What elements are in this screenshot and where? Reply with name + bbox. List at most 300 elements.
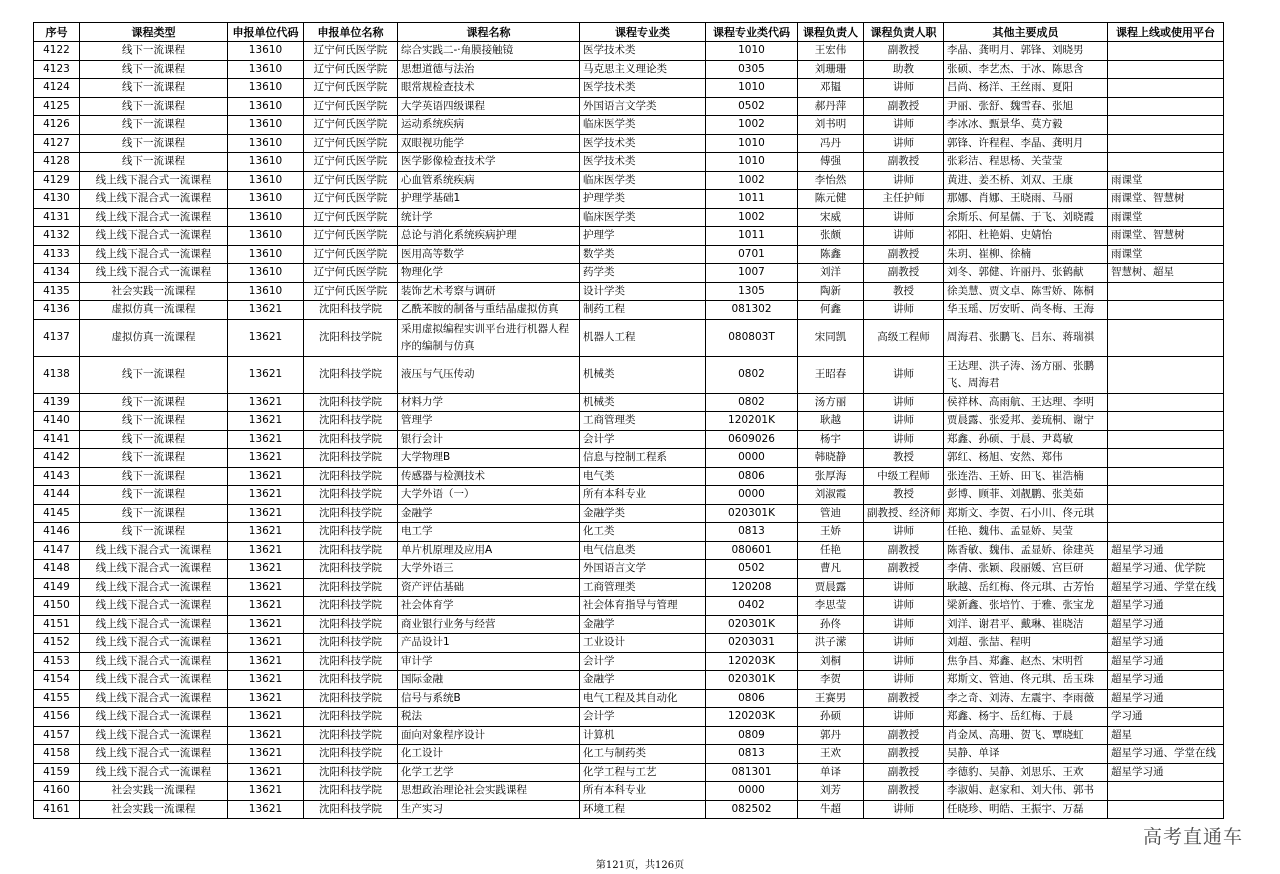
unit-code-cell: 13610 xyxy=(228,282,304,301)
major-category-cell: 所有本科专业 xyxy=(580,486,706,505)
course-type-cell: 线上线下混合式一流课程 xyxy=(80,541,228,560)
lead-title-cell: 讲师 xyxy=(864,615,944,634)
row-number-cell: 4160 xyxy=(34,782,80,801)
unit-name-cell: 沈阳科技学院 xyxy=(304,800,398,819)
major-category-cell: 会计学 xyxy=(580,430,706,449)
table-row xyxy=(34,116,1224,135)
other-members-cell: 郭锋、许程程、李晶、龚明月 xyxy=(944,134,1108,153)
row-number-cell: 4130 xyxy=(34,190,80,209)
major-code-cell: 1002 xyxy=(706,208,798,227)
major-category-cell: 机械类 xyxy=(580,393,706,412)
other-members-cell: 余斯乐、何星儒、于飞、刘晓霞 xyxy=(944,208,1108,227)
lead-title-cell: 教授 xyxy=(864,282,944,301)
other-members-cell: 王达理、洪子涛、汤方丽、张鹏飞、周海君 xyxy=(944,356,1108,393)
platform-cell xyxy=(1108,449,1224,468)
unit-name-cell: 辽宁何氏医学院 xyxy=(304,227,398,246)
course-lead-cell: 张厚海 xyxy=(798,467,864,486)
row-number-cell: 4143 xyxy=(34,467,80,486)
column-header: 课程专业类代码 xyxy=(706,23,798,42)
major-code-cell: 0802 xyxy=(706,356,798,393)
row-number-cell: 4133 xyxy=(34,245,80,264)
platform-cell xyxy=(1108,412,1224,431)
row-number-cell: 4156 xyxy=(34,708,80,727)
course-lead-cell: 杨宇 xyxy=(798,430,864,449)
unit-name-cell: 辽宁何氏医学院 xyxy=(304,245,398,264)
other-members-cell: 朱玥、崔柳、徐楠 xyxy=(944,245,1108,264)
other-members-cell: 任晓珍、明皓、王振宇、万磊 xyxy=(944,800,1108,819)
unit-name-cell: 沈阳科技学院 xyxy=(304,523,398,542)
course-type-cell: 线下一流课程 xyxy=(80,116,228,135)
major-category-cell: 临床医学类 xyxy=(580,171,706,190)
course-name-cell: 管理学 xyxy=(398,412,580,431)
major-code-cell: 1002 xyxy=(706,116,798,135)
column-header: 课程负责人职 xyxy=(864,23,944,42)
unit-code-cell: 13621 xyxy=(228,745,304,764)
major-code-cell: 1010 xyxy=(706,153,798,172)
course-lead-cell: 单译 xyxy=(798,763,864,782)
table-row xyxy=(34,449,1224,468)
major-category-cell: 工业设计 xyxy=(580,634,706,653)
table-row xyxy=(34,393,1224,412)
lead-title-cell: 副教授 xyxy=(864,264,944,283)
course-name-cell: 运动系统疾病 xyxy=(398,116,580,135)
unit-name-cell: 辽宁何氏医学院 xyxy=(304,190,398,209)
major-code-cell: 1010 xyxy=(706,42,798,61)
major-code-cell: 0203031 xyxy=(706,634,798,653)
course-name-cell: 化工设计 xyxy=(398,745,580,764)
table-row xyxy=(34,430,1224,449)
major-code-cell: 1011 xyxy=(706,190,798,209)
column-header: 课程上线或使用平台 xyxy=(1108,23,1224,42)
major-code-cell: 0502 xyxy=(706,97,798,116)
unit-code-cell: 13621 xyxy=(228,319,304,356)
other-members-cell: 侯祥林、高雨航、王达理、李明 xyxy=(944,393,1108,412)
unit-name-cell: 沈阳科技学院 xyxy=(304,504,398,523)
other-members-cell: 祁阳、杜艳娟、史婧怡 xyxy=(944,227,1108,246)
platform-cell: 超星学习通 xyxy=(1108,652,1224,671)
page-footer: 第121页，共126页 xyxy=(595,860,685,871)
course-type-cell: 线下一流课程 xyxy=(80,356,228,393)
major-code-cell: 1002 xyxy=(706,171,798,190)
other-members-cell: 华玉瑶、厉安昕、尚冬梅、王海 xyxy=(944,301,1108,320)
course-type-cell: 社会实践一流课程 xyxy=(80,800,228,819)
major-code-cell: 081302 xyxy=(706,301,798,320)
major-code-cell: 0000 xyxy=(706,449,798,468)
watermark: 高考直通车 xyxy=(1143,826,1244,848)
major-code-cell: 082502 xyxy=(706,800,798,819)
major-code-cell: 0305 xyxy=(706,60,798,79)
table-row xyxy=(34,190,1224,209)
course-lead-cell: 刘芳 xyxy=(798,782,864,801)
major-code-cell: 0502 xyxy=(706,560,798,579)
course-name-cell: 金融学 xyxy=(398,504,580,523)
table-row xyxy=(34,560,1224,579)
row-number-cell: 4159 xyxy=(34,763,80,782)
unit-code-cell: 13610 xyxy=(228,245,304,264)
course-type-cell: 线上线下混合式一流课程 xyxy=(80,634,228,653)
row-number-cell: 4138 xyxy=(34,356,80,393)
major-category-cell: 金融学 xyxy=(580,615,706,634)
major-category-cell: 药学类 xyxy=(580,264,706,283)
course-type-cell: 线上线下混合式一流课程 xyxy=(80,708,228,727)
major-code-cell: 0701 xyxy=(706,245,798,264)
course-name-cell: 化学工艺学 xyxy=(398,763,580,782)
unit-name-cell: 沈阳科技学院 xyxy=(304,541,398,560)
unit-name-cell: 沈阳科技学院 xyxy=(304,356,398,393)
unit-code-cell: 13621 xyxy=(228,708,304,727)
course-table xyxy=(33,22,1224,819)
platform-cell: 超星学习通 xyxy=(1108,597,1224,616)
major-category-cell: 计算机 xyxy=(580,726,706,745)
lead-title-cell: 副教授 xyxy=(864,541,944,560)
table-row xyxy=(34,79,1224,98)
unit-code-cell: 13621 xyxy=(228,430,304,449)
other-members-cell: 肖金凤、高珊、贺飞、覃晓虹 xyxy=(944,726,1108,745)
course-name-cell: 统计学 xyxy=(398,208,580,227)
row-number-cell: 4151 xyxy=(34,615,80,634)
table-row xyxy=(34,504,1224,523)
course-type-cell: 线下一流课程 xyxy=(80,430,228,449)
platform-cell: 雨课堂 xyxy=(1108,245,1224,264)
table-row xyxy=(34,60,1224,79)
major-category-cell: 外国语言文学类 xyxy=(580,97,706,116)
table-row xyxy=(34,301,1224,320)
other-members-cell: 郑斯文、管迪、佟元琪、岳玉珠 xyxy=(944,671,1108,690)
platform-cell xyxy=(1108,42,1224,61)
course-type-cell: 线下一流课程 xyxy=(80,467,228,486)
lead-title-cell: 讲师 xyxy=(864,134,944,153)
course-name-cell: 审计学 xyxy=(398,652,580,671)
platform-cell xyxy=(1108,393,1224,412)
table-row xyxy=(34,227,1224,246)
course-name-cell: 传感器与检测技术 xyxy=(398,467,580,486)
major-category-cell: 护理学 xyxy=(580,227,706,246)
course-type-cell: 社会实践一流课程 xyxy=(80,782,228,801)
major-code-cell: 020301K xyxy=(706,671,798,690)
major-category-cell: 护理学类 xyxy=(580,190,706,209)
table-row xyxy=(34,597,1224,616)
row-number-cell: 4147 xyxy=(34,541,80,560)
table-row xyxy=(34,763,1224,782)
table-row xyxy=(34,689,1224,708)
course-type-cell: 线上线下混合式一流课程 xyxy=(80,615,228,634)
lead-title-cell: 讲师 xyxy=(864,708,944,727)
course-type-cell: 虚拟仿真一流课程 xyxy=(80,319,228,356)
major-category-cell: 会计学 xyxy=(580,708,706,727)
course-type-cell: 线上线下混合式一流课程 xyxy=(80,208,228,227)
row-number-cell: 4150 xyxy=(34,597,80,616)
major-code-cell: 0813 xyxy=(706,745,798,764)
lead-title-cell: 讲师 xyxy=(864,412,944,431)
unit-code-cell: 13610 xyxy=(228,42,304,61)
course-type-cell: 线上线下混合式一流课程 xyxy=(80,671,228,690)
course-type-cell: 线上线下混合式一流课程 xyxy=(80,227,228,246)
unit-name-cell: 辽宁何氏医学院 xyxy=(304,116,398,135)
major-code-cell: 0802 xyxy=(706,393,798,412)
course-type-cell: 线上线下混合式一流课程 xyxy=(80,578,228,597)
unit-code-cell: 13621 xyxy=(228,486,304,505)
row-number-cell: 4137 xyxy=(34,319,80,356)
lead-title-cell: 讲师 xyxy=(864,79,944,98)
course-type-cell: 线上线下混合式一流课程 xyxy=(80,245,228,264)
major-code-cell: 0806 xyxy=(706,689,798,708)
unit-code-cell: 13621 xyxy=(228,671,304,690)
other-members-cell: 李倩、张颖、段丽媛、宫巨研 xyxy=(944,560,1108,579)
course-lead-cell: 王宏伟 xyxy=(798,42,864,61)
course-type-cell: 线上线下混合式一流课程 xyxy=(80,763,228,782)
course-type-cell: 线上线下混合式一流课程 xyxy=(80,597,228,616)
platform-cell xyxy=(1108,116,1224,135)
platform-cell: 超星学习通、学堂在线 xyxy=(1108,745,1224,764)
row-number-cell: 4157 xyxy=(34,726,80,745)
platform-cell: 超星学习通 xyxy=(1108,763,1224,782)
platform-cell: 超星学习通、优学院 xyxy=(1108,560,1224,579)
course-lead-cell: 邓韫 xyxy=(798,79,864,98)
column-header: 课程类型 xyxy=(80,23,228,42)
platform-cell xyxy=(1108,153,1224,172)
major-code-cell: 0806 xyxy=(706,467,798,486)
platform-cell: 超星学习通 xyxy=(1108,615,1224,634)
row-number-cell: 4127 xyxy=(34,134,80,153)
course-lead-cell: 任艳 xyxy=(798,541,864,560)
course-name-cell: 商业银行业务与经营 xyxy=(398,615,580,634)
platform-cell: 智慧树、超星 xyxy=(1108,264,1224,283)
other-members-cell: 刘超、张喆、程明 xyxy=(944,634,1108,653)
course-type-cell: 线上线下混合式一流课程 xyxy=(80,652,228,671)
lead-title-cell: 讲师 xyxy=(864,671,944,690)
platform-cell: 超星学习通 xyxy=(1108,634,1224,653)
major-category-cell: 金融学 xyxy=(580,671,706,690)
major-category-cell: 外国语言文学 xyxy=(580,560,706,579)
other-members-cell: 郑鑫、杨宇、岳红梅、于晨 xyxy=(944,708,1108,727)
major-category-cell: 临床医学类 xyxy=(580,116,706,135)
lead-title-cell: 副教授、经济师 xyxy=(864,504,944,523)
column-header: 课程专业类 xyxy=(580,23,706,42)
unit-name-cell: 沈阳科技学院 xyxy=(304,301,398,320)
course-lead-cell: 曹凡 xyxy=(798,560,864,579)
lead-title-cell: 副教授 xyxy=(864,689,944,708)
course-type-cell: 线下一流课程 xyxy=(80,134,228,153)
major-code-cell: 080803T xyxy=(706,319,798,356)
lead-title-cell: 副教授 xyxy=(864,97,944,116)
lead-title-cell: 助教 xyxy=(864,60,944,79)
course-name-cell: 社会体育学 xyxy=(398,597,580,616)
lead-title-cell: 讲师 xyxy=(864,578,944,597)
other-members-cell: 耿越、岳红梅、佟元琪、古芳怡 xyxy=(944,578,1108,597)
course-name-cell: 思想政治理论社会实践课程 xyxy=(398,782,580,801)
major-category-cell: 医学技术类 xyxy=(580,134,706,153)
major-category-cell: 信息与控制工程系 xyxy=(580,449,706,468)
table-row xyxy=(34,42,1224,61)
unit-name-cell: 沈阳科技学院 xyxy=(304,763,398,782)
course-type-cell: 线下一流课程 xyxy=(80,449,228,468)
lead-title-cell: 副教授 xyxy=(864,153,944,172)
table-row xyxy=(34,97,1224,116)
platform-cell xyxy=(1108,486,1224,505)
unit-name-cell: 辽宁何氏医学院 xyxy=(304,60,398,79)
major-category-cell: 化学工程与工艺 xyxy=(580,763,706,782)
course-lead-cell: 李怡然 xyxy=(798,171,864,190)
table-row xyxy=(34,134,1224,153)
major-code-cell: 0000 xyxy=(706,782,798,801)
unit-name-cell: 沈阳科技学院 xyxy=(304,782,398,801)
column-header: 申报单位代码 xyxy=(228,23,304,42)
major-code-cell: 020301K xyxy=(706,615,798,634)
other-members-cell: 周海君、张鹏飞、吕东、蒋瑞祺 xyxy=(944,319,1108,356)
other-members-cell: 任艳、魏伟、孟显娇、吴莹 xyxy=(944,523,1108,542)
course-type-cell: 线下一流课程 xyxy=(80,412,228,431)
course-name-cell: 材料力学 xyxy=(398,393,580,412)
table-row xyxy=(34,541,1224,560)
course-lead-cell: 刘淑霞 xyxy=(798,486,864,505)
course-lead-cell: 王昭春 xyxy=(798,356,864,393)
course-name-cell: 税法 xyxy=(398,708,580,727)
other-members-cell: 焦争昌、郑鑫、赵杰、宋明哲 xyxy=(944,652,1108,671)
unit-code-cell: 13610 xyxy=(228,264,304,283)
unit-code-cell: 13610 xyxy=(228,134,304,153)
platform-cell: 超星学习通 xyxy=(1108,541,1224,560)
major-code-cell: 0809 xyxy=(706,726,798,745)
course-name-cell: 产品设计1 xyxy=(398,634,580,653)
row-number-cell: 4123 xyxy=(34,60,80,79)
unit-code-cell: 13610 xyxy=(228,171,304,190)
course-lead-cell: 何鑫 xyxy=(798,301,864,320)
course-name-cell: 液压与气压传动 xyxy=(398,356,580,393)
row-number-cell: 4149 xyxy=(34,578,80,597)
unit-code-cell: 13621 xyxy=(228,578,304,597)
major-category-cell: 医学技术类 xyxy=(580,79,706,98)
course-type-cell: 线上线下混合式一流课程 xyxy=(80,726,228,745)
major-code-cell: 0609026 xyxy=(706,430,798,449)
platform-cell xyxy=(1108,782,1224,801)
major-category-cell: 设计学类 xyxy=(580,282,706,301)
other-members-cell: 李之奇、刘涛、左震宇、李雨薇 xyxy=(944,689,1108,708)
major-code-cell: 0813 xyxy=(706,523,798,542)
other-members-cell: 徐美慧、贾文卓、陈雪娇、陈桐 xyxy=(944,282,1108,301)
course-type-cell: 线下一流课程 xyxy=(80,486,228,505)
table-row xyxy=(34,356,1224,393)
unit-name-cell: 沈阳科技学院 xyxy=(304,597,398,616)
unit-code-cell: 13610 xyxy=(228,190,304,209)
major-code-cell: 120203K xyxy=(706,652,798,671)
row-number-cell: 4148 xyxy=(34,560,80,579)
course-lead-cell: 刘桐 xyxy=(798,652,864,671)
course-lead-cell: 宋同凯 xyxy=(798,319,864,356)
course-lead-cell: 王娇 xyxy=(798,523,864,542)
row-number-cell: 4136 xyxy=(34,301,80,320)
row-number-cell: 4122 xyxy=(34,42,80,61)
major-category-cell: 制药工程 xyxy=(580,301,706,320)
unit-name-cell: 沈阳科技学院 xyxy=(304,634,398,653)
unit-name-cell: 沈阳科技学院 xyxy=(304,689,398,708)
lead-title-cell: 讲师 xyxy=(864,356,944,393)
column-header: 其他主要成员 xyxy=(944,23,1108,42)
course-type-cell: 线下一流课程 xyxy=(80,523,228,542)
course-name-cell: 大学物理B xyxy=(398,449,580,468)
table-row xyxy=(34,467,1224,486)
course-lead-cell: 李思莹 xyxy=(798,597,864,616)
unit-code-cell: 13621 xyxy=(228,356,304,393)
lead-title-cell: 副教授 xyxy=(864,42,944,61)
unit-name-cell: 沈阳科技学院 xyxy=(304,319,398,356)
table-row xyxy=(34,319,1224,356)
row-number-cell: 4139 xyxy=(34,393,80,412)
course-lead-cell: 刘书明 xyxy=(798,116,864,135)
course-name-cell: 综合实践二-·角膜接触镜 xyxy=(398,42,580,61)
course-lead-cell: 郝丹萍 xyxy=(798,97,864,116)
major-category-cell: 医学技术类 xyxy=(580,42,706,61)
course-name-cell: 装饰艺术考察与调研 xyxy=(398,282,580,301)
other-members-cell: 李淑娟、赵家和、刘大伟、郭书 xyxy=(944,782,1108,801)
major-category-cell: 马克思主义理论类 xyxy=(580,60,706,79)
other-members-cell: 吕尚、杨洋、王丝雨、夏阳 xyxy=(944,79,1108,98)
course-type-cell: 线上线下混合式一流课程 xyxy=(80,264,228,283)
lead-title-cell: 讲师 xyxy=(864,171,944,190)
other-members-cell: 彭博、顾菲、刘靓鹏、张美茹 xyxy=(944,486,1108,505)
major-category-cell: 工商管理类 xyxy=(580,412,706,431)
unit-name-cell: 沈阳科技学院 xyxy=(304,708,398,727)
unit-code-cell: 13621 xyxy=(228,689,304,708)
course-name-cell: 思想道德与法治 xyxy=(398,60,580,79)
unit-name-cell: 辽宁何氏医学院 xyxy=(304,153,398,172)
unit-name-cell: 沈阳科技学院 xyxy=(304,449,398,468)
unit-code-cell: 13621 xyxy=(228,393,304,412)
other-members-cell: 刘洋、谢君平、戴琳、崔晓洁 xyxy=(944,615,1108,634)
other-members-cell: 那娜、肖娜、王晓雨、马丽 xyxy=(944,190,1108,209)
major-code-cell: 120201K xyxy=(706,412,798,431)
other-members-cell: 尹丽、张舒、魏雪春、张旭 xyxy=(944,97,1108,116)
major-code-cell: 0402 xyxy=(706,597,798,616)
row-number-cell: 4141 xyxy=(34,430,80,449)
row-number-cell: 4161 xyxy=(34,800,80,819)
unit-name-cell: 辽宁何氏医学院 xyxy=(304,264,398,283)
course-type-cell: 线下一流课程 xyxy=(80,79,228,98)
row-number-cell: 4152 xyxy=(34,634,80,653)
unit-name-cell: 辽宁何氏医学院 xyxy=(304,42,398,61)
unit-code-cell: 13621 xyxy=(228,634,304,653)
course-lead-cell: 郭丹 xyxy=(798,726,864,745)
other-members-cell: 刘冬、郭健、许丽丹、张鹤献 xyxy=(944,264,1108,283)
table-row xyxy=(34,208,1224,227)
unit-code-cell: 13610 xyxy=(228,208,304,227)
lead-title-cell: 讲师 xyxy=(864,523,944,542)
unit-code-cell: 13621 xyxy=(228,523,304,542)
table-row xyxy=(34,726,1224,745)
course-lead-cell: 管迪 xyxy=(798,504,864,523)
lead-title-cell: 讲师 xyxy=(864,597,944,616)
course-lead-cell: 宋威 xyxy=(798,208,864,227)
lead-title-cell: 副教授 xyxy=(864,782,944,801)
course-type-cell: 线下一流课程 xyxy=(80,504,228,523)
major-code-cell: 120208 xyxy=(706,578,798,597)
course-type-cell: 社会实践一流课程 xyxy=(80,282,228,301)
major-category-cell: 金融学类 xyxy=(580,504,706,523)
unit-name-cell: 辽宁何氏医学院 xyxy=(304,171,398,190)
column-header: 申报单位名称 xyxy=(304,23,398,42)
major-category-cell: 电气工程及其自动化 xyxy=(580,689,706,708)
unit-code-cell: 13621 xyxy=(228,412,304,431)
course-name-cell: 大学外语三 xyxy=(398,560,580,579)
lead-title-cell: 讲师 xyxy=(864,301,944,320)
course-name-cell: 医用高等数学 xyxy=(398,245,580,264)
row-number-cell: 4135 xyxy=(34,282,80,301)
major-category-cell: 数学类 xyxy=(580,245,706,264)
lead-title-cell: 讲师 xyxy=(864,634,944,653)
table-row xyxy=(34,523,1224,542)
unit-code-cell: 13621 xyxy=(228,504,304,523)
row-number-cell: 4158 xyxy=(34,745,80,764)
unit-code-cell: 13610 xyxy=(228,97,304,116)
